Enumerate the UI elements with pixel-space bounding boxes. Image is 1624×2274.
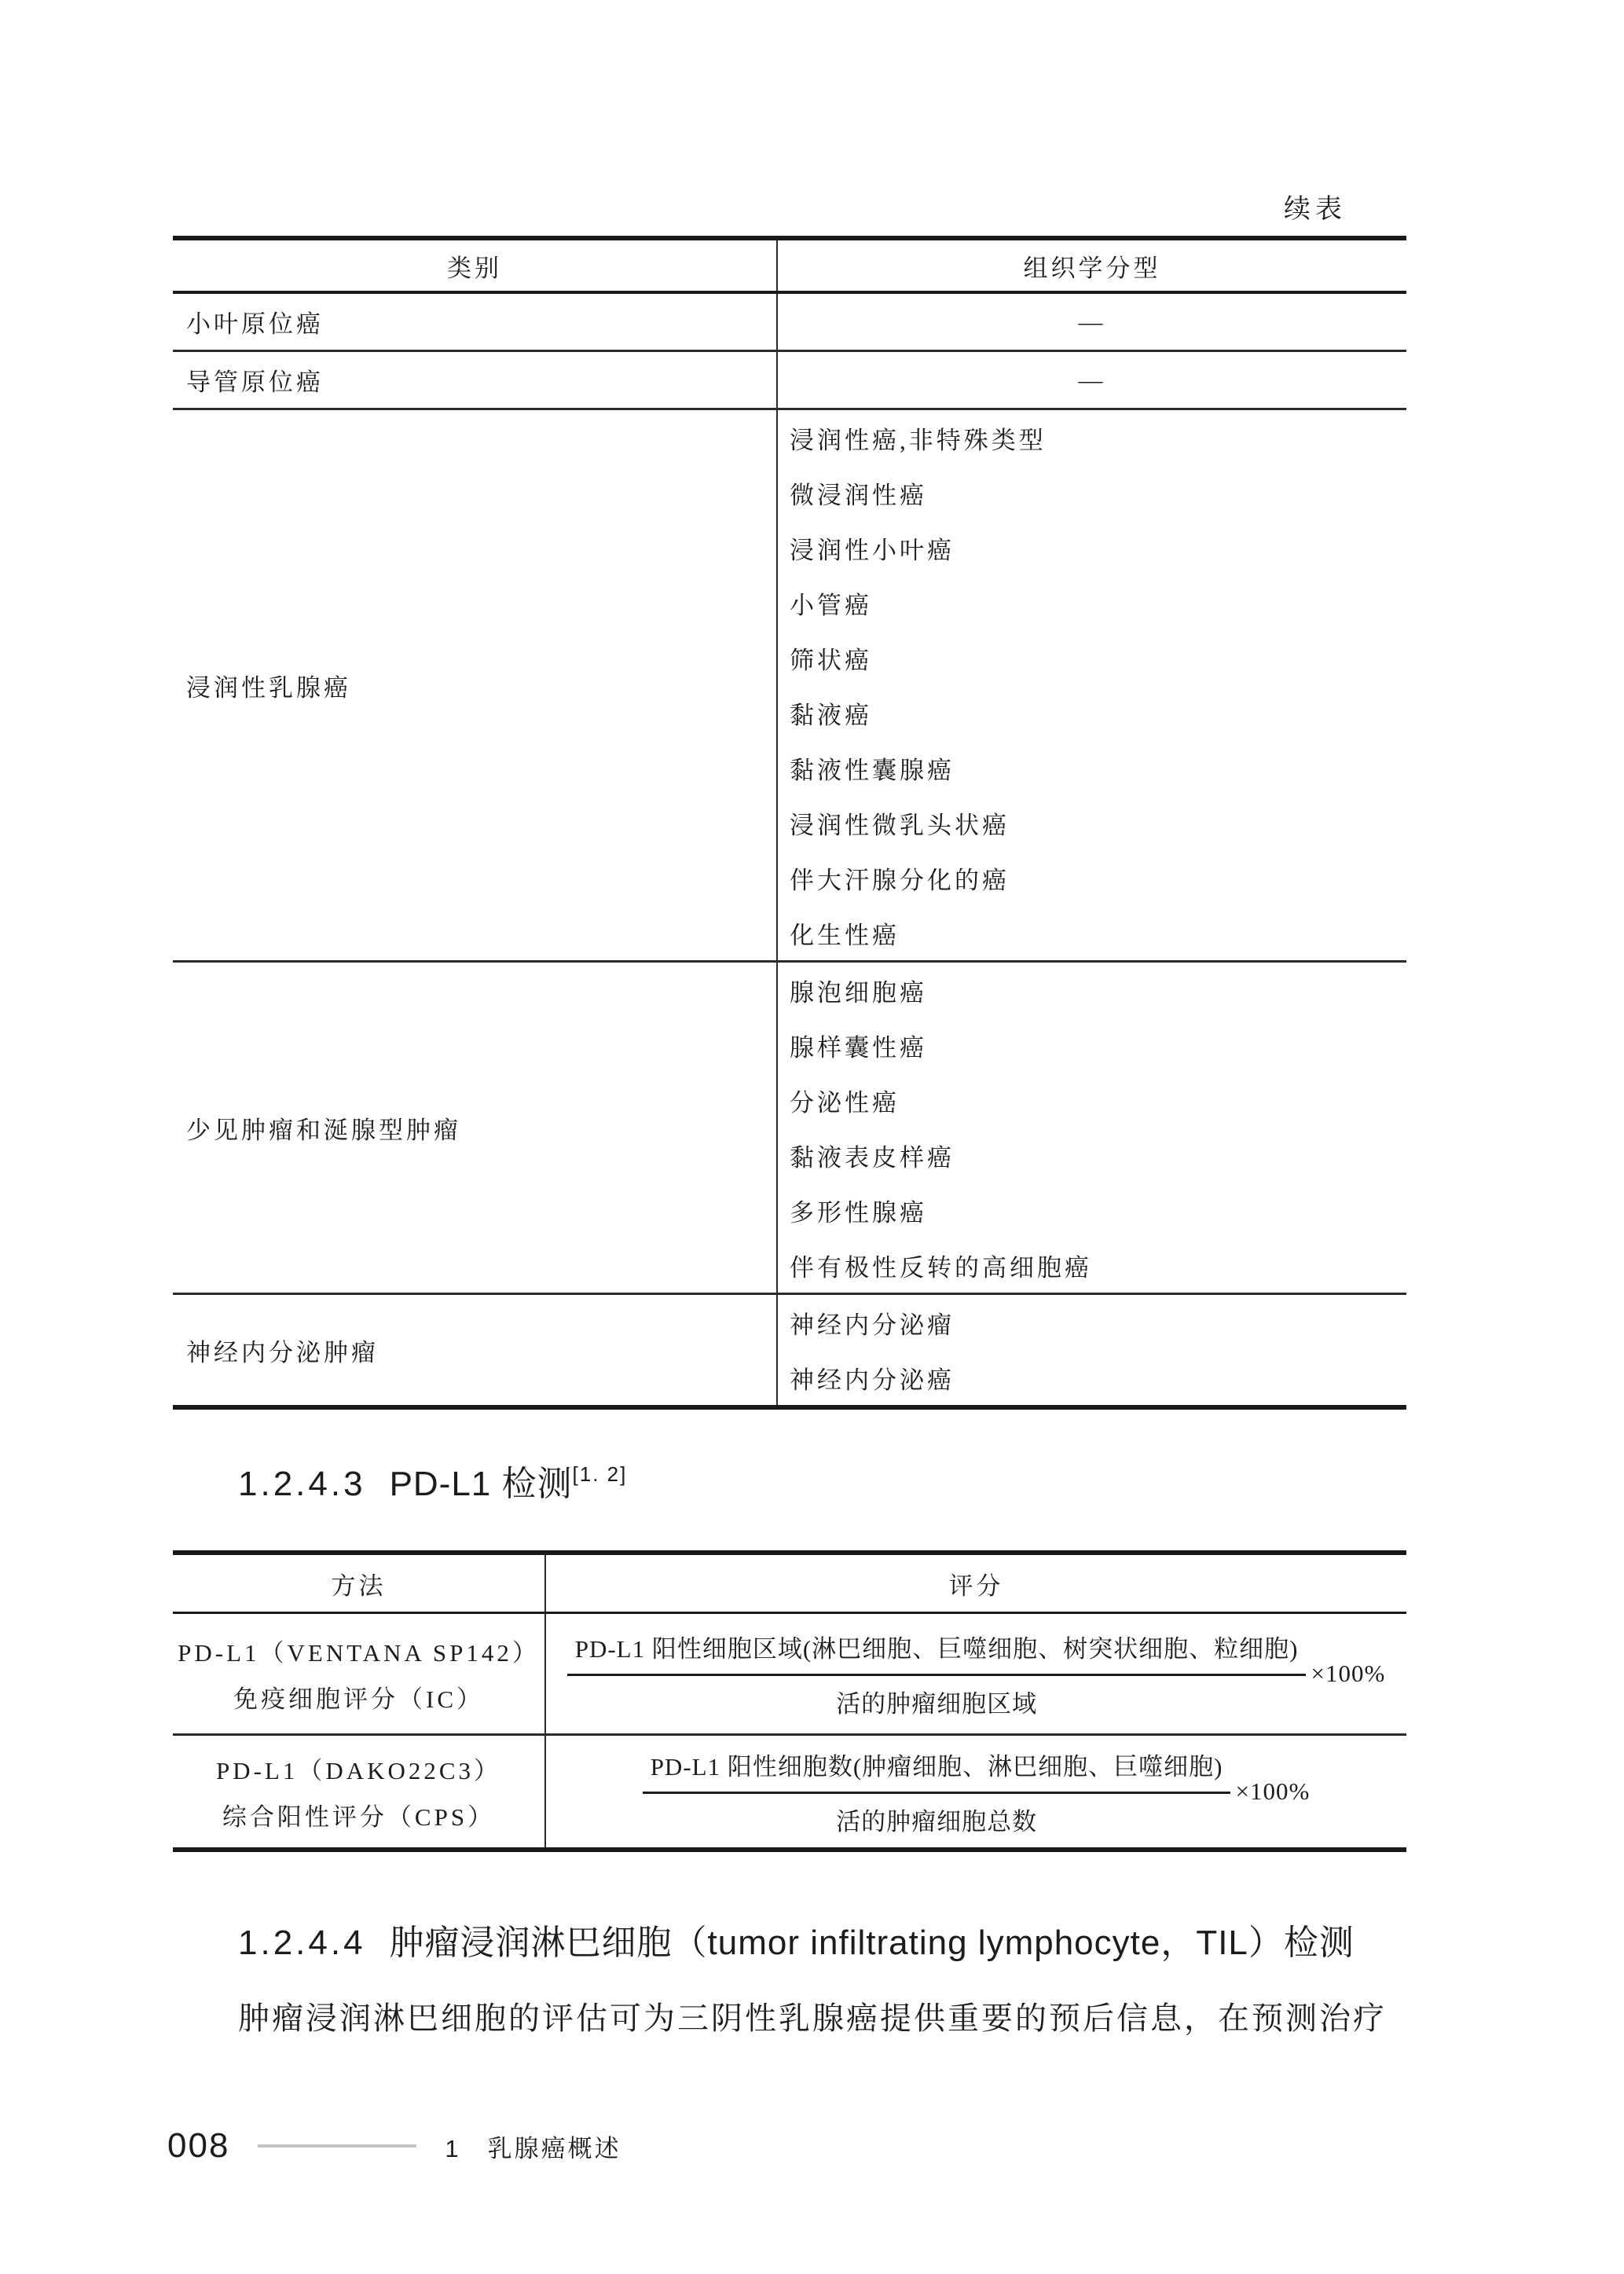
category-cell: 浸润性乳腺癌 (173, 410, 778, 960)
table1-header-row (173, 240, 1406, 294)
formula-numerator: PD-L1 阳性细胞区域(淋巴细胞、巨噬细胞、树突状细胞、粒细胞) (567, 1629, 1307, 1676)
method-cell (173, 1736, 546, 1847)
page-number: 008 (167, 2126, 230, 2165)
formula-multiplier: ×100% (1311, 1660, 1386, 1687)
pdl1-scoring-table (173, 1550, 1406, 1852)
chapter-title: 1 乳腺癌概述 (445, 2134, 621, 2162)
section-title: 肿瘤浸润淋巴细胞（tumor infiltrating lymphocyte，TIL）检测 (389, 1924, 1355, 1962)
histology-item: 黏液癌 (790, 701, 872, 729)
method-cell (173, 1614, 546, 1733)
category-cell: 小叶原位癌 (173, 294, 778, 350)
method-score-type: 免疫细胞评分（IC） (233, 1685, 484, 1713)
score-formula (567, 1629, 1386, 1719)
page-footer (167, 2126, 621, 2166)
formula-denominator: 活的肿瘤细胞总数 (836, 1807, 1038, 1836)
histology-item: 浸润性微乳头状癌 (790, 811, 1010, 839)
table1-header-histology: 组织学分型 (1023, 254, 1161, 282)
section-number: 1.2.4.3 (238, 1465, 366, 1503)
citation-superscript: [1. 2] (572, 1462, 628, 1486)
score-formula (643, 1747, 1311, 1837)
category-cell: 少见肿瘤和涎腺型肿瘤 (173, 963, 778, 1293)
table-row-rare-and-salivary-tumors (173, 963, 1406, 1295)
histology-item: 伴大汗腺分化的癌 (790, 866, 1010, 894)
body-paragraph: 肿瘤浸润淋巴细胞的评估可为三阴性乳腺癌提供重要的预后信息，在预测治疗 (238, 2001, 1387, 2036)
formula-numerator: PD-L1 阳性细胞数(肿瘤细胞、淋巴细胞、巨噬细胞) (643, 1747, 1231, 1794)
histology-item: 腺样囊性癌 (790, 1033, 927, 1062)
histology-item: 微浸润性癌 (790, 481, 927, 509)
histology-item: 筛状癌 (790, 646, 872, 674)
table-row-sp142 (173, 1614, 1406, 1736)
value-cell: — (1078, 307, 1106, 336)
section-heading-pdl1 (238, 1455, 627, 1506)
table-row (173, 352, 1406, 410)
histology-item: 分泌性癌 (790, 1088, 900, 1117)
table2-header-method: 方法 (173, 1555, 546, 1612)
section-number: 1.2.4.4 (238, 1924, 366, 1962)
table2-header-row (173, 1555, 1406, 1614)
histology-item: 伴有极性反转的高细胞癌 (790, 1253, 1092, 1282)
section-title: PD-L1 检测 (389, 1465, 573, 1503)
continued-table-label: 续表 (1284, 195, 1347, 224)
histology-item: 黏液性囊腺癌 (790, 756, 955, 784)
table-row-22c3 (173, 1736, 1406, 1847)
value-cell: — (1078, 365, 1106, 394)
histology-item: 神经内分泌癌 (790, 1366, 955, 1394)
histology-item: 神经内分泌瘤 (790, 1311, 955, 1339)
table1-header-category: 类别 (173, 240, 778, 291)
method-name: PD-L1（DAKO22C3） (215, 1757, 502, 1784)
table2-header-score: 评分 (948, 1572, 1004, 1600)
footer-rule (258, 2144, 416, 2147)
histology-classification-table (173, 236, 1406, 1410)
formula-denominator: 活的肿瘤细胞区域 (836, 1689, 1038, 1718)
formula-multiplier: ×100% (1235, 1777, 1311, 1805)
histology-item: 浸润性癌,非特殊类型 (790, 426, 1047, 454)
histology-item: 浸润性小叶癌 (790, 536, 955, 564)
histology-item: 多形性腺癌 (790, 1198, 927, 1227)
histology-item: 腺泡细胞癌 (790, 978, 927, 1007)
table-row (173, 294, 1406, 352)
histology-item: 小管癌 (790, 591, 872, 619)
category-cell: 神经内分泌肿瘤 (173, 1295, 778, 1405)
table-row-invasive-breast-cancer (173, 410, 1406, 963)
histology-item: 黏液表皮样癌 (790, 1143, 955, 1172)
method-score-type: 综合阳性评分（CPS） (222, 1803, 496, 1831)
category-cell: 导管原位癌 (173, 352, 778, 408)
method-name: PD-L1（VENTANA SP142） (178, 1639, 540, 1667)
section-heading-til (238, 1914, 1355, 1964)
table-row-neuroendocrine-tumors (173, 1295, 1406, 1405)
histology-item: 化生性癌 (790, 921, 900, 949)
